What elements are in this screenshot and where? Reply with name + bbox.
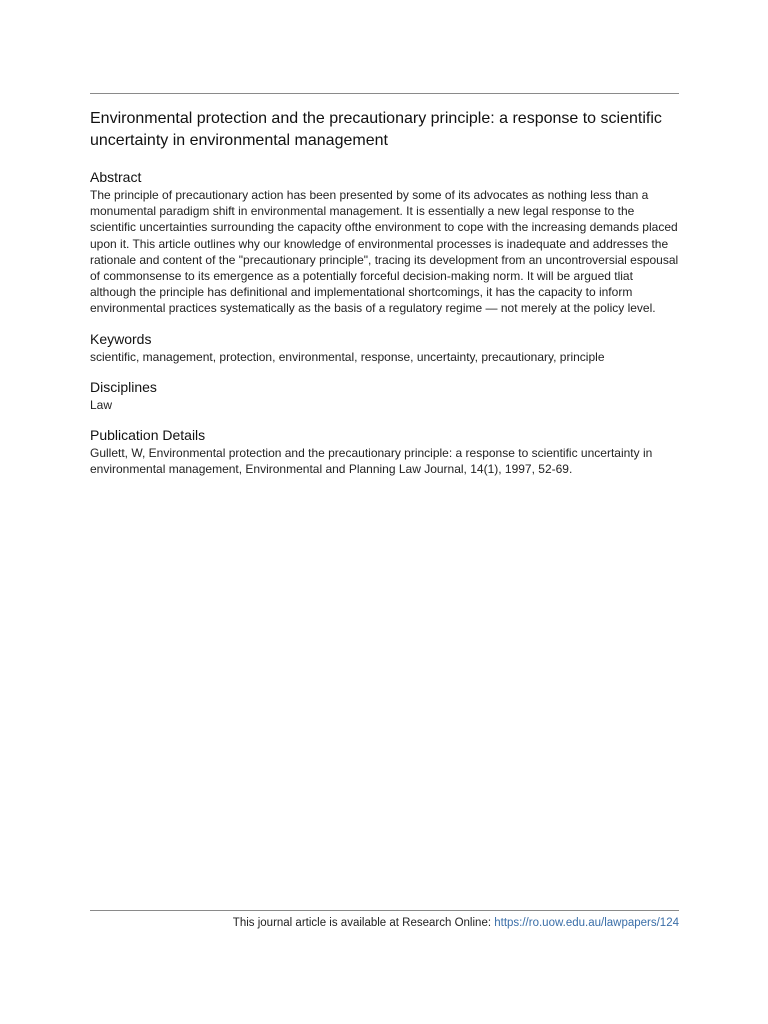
publication-details-section — [90, 426, 680, 477]
document-body — [90, 108, 680, 490]
footer-availability-text: This journal article is available at Research Online: — [232, 917, 495, 929]
research-online-link[interactable]: https://ro.uow.edu.au/lawpapers/124 — [494, 917, 679, 929]
disciplines-heading: Disciplines — [90, 378, 157, 395]
publication-details-heading: Publication Details — [90, 427, 206, 444]
keywords-text: scientific, management, protection, environmental, response, uncertainty, precautionary, principle — [90, 349, 605, 364]
top-divider — [90, 93, 679, 94]
abstract-text: The principle of precautionary action has been presented by some of its advocates as nothing less than a monumental paradigm shift in environmental management. It is essentially a new legal response to the scientific uncertainties surrounding the capacity ofthe environment to cope with the increasing demands placed upon it. This article outlines why our knowledge of environmental processes is inadequate and addresses the rationale and content of the "precautionary principle", tracing its development from an uncontroversial espousal of commonsense to its emergence as a potentially forceful decision-making norm. It will be argued tliat although the principle has definitional and implementational shortcomings, it has the capacity to inform environmental practices systematically as the basis of a regulatory regime — not merely at the policy level. — [90, 188, 679, 316]
abstract-heading: Abstract — [90, 169, 142, 185]
publication-details-text: Gullett, W, Environmental protection and the precautionary principle: a response to scientific uncertainty in environmental management, Environmental and Planning Law Journal, 14(1), 1997, 52-69. — [90, 446, 653, 477]
document-title: Environmental protection and the precautionary principle: a response to scientific uncertainty in environmental management — [90, 110, 662, 149]
keywords-heading: Keywords — [90, 330, 152, 347]
disciplines-text: Law — [90, 397, 113, 412]
disciplines-section — [90, 378, 680, 413]
abstract-section — [90, 168, 680, 317]
footer — [233, 915, 679, 931]
bottom-divider — [90, 910, 679, 911]
keywords-section — [90, 330, 680, 365]
